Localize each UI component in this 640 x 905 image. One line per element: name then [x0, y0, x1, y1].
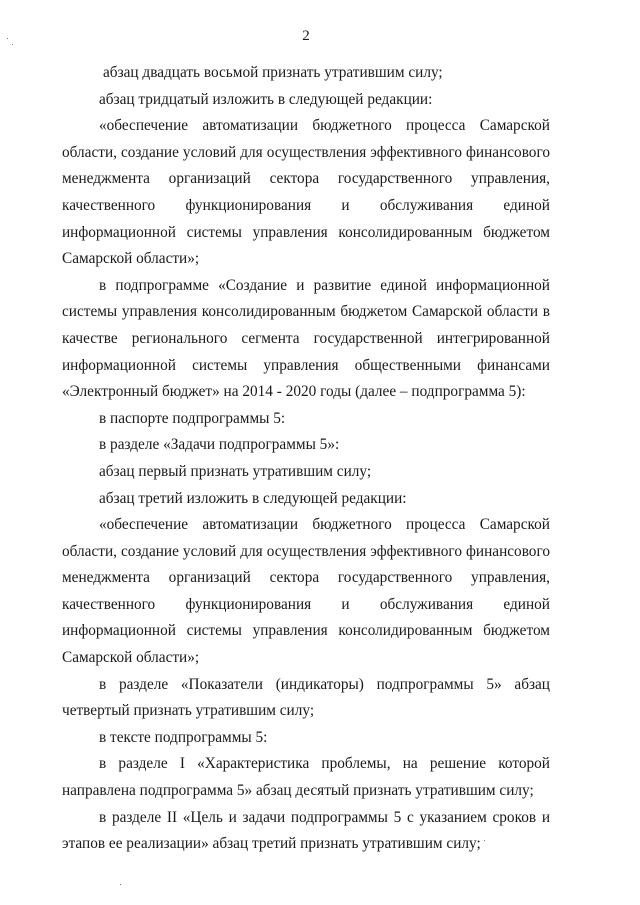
paragraph-10: в разделе «Показатели (индикаторы) подпрограммы 5» абзац четвертый признать утратившим силу; [62, 675, 550, 720]
scan-speck [7, 38, 8, 39]
paragraph-12: в разделе I «Характеристика проблемы, на решение которой направлена подпрограмма 5» абзац десятый признать утратившим силу; [62, 755, 550, 800]
paragraph-6: в разделе «Задачи подпрограммы 5»: [99, 436, 340, 454]
paragraph-1: абзац двадцать восьмой признать утратившим силу; [103, 64, 443, 81]
paragraph-5: в паспорте подпрограммы 5: [99, 409, 286, 427]
page-number: 2 [302, 28, 310, 44]
scan-speck [484, 840, 485, 841]
scan-speck [120, 884, 121, 885]
paragraph-2: абзац тридцатый изложить в следующей редакции: [99, 90, 433, 108]
paragraph-13: в разделе II «Цель и задачи подпрограммы 5 с указанием сроков и этапов ее реализации» абзац третий признать утратившим силу; [62, 808, 550, 853]
paragraph-4: в подпрограмме «Создание и развитие единой информационной системы управления консолидированным бюджетом Самарской области в качестве регионального сегмента государственной интегрированной информационной системы управления общественными финансами «Электронный бюджет» на 2014 - 2020 годы (далее – подпрограмма 5): [62, 276, 550, 401]
paragraph-3: «обеспечение автоматизации бюджетного процесса Самарской области, создание условий для осуществления эффективного финансового менеджмента организаций сектора государственного управления, качественного функционирования и обслуживания единой информационной системы управления консолидированным бюджетом Самарской области»; [62, 117, 550, 268]
document-body [62, 60, 550, 858]
paragraph-8: абзац третий изложить в следующей редакции: [99, 489, 407, 507]
scan-speck [12, 44, 13, 45]
paragraph-9: «обеспечение автоматизации бюджетного процесса Самарской области, создание условий для осуществления эффективного финансового менеджмента организаций сектора государственного управления, качественного функционирования и обслуживания единой информационной системы управления консолидированным бюджетом Самарской области»; [62, 516, 550, 667]
paragraph-11: в тексте подпрограммы 5: [99, 728, 268, 746]
paragraph-7: абзац первый признать утратившим силу; [99, 462, 372, 480]
